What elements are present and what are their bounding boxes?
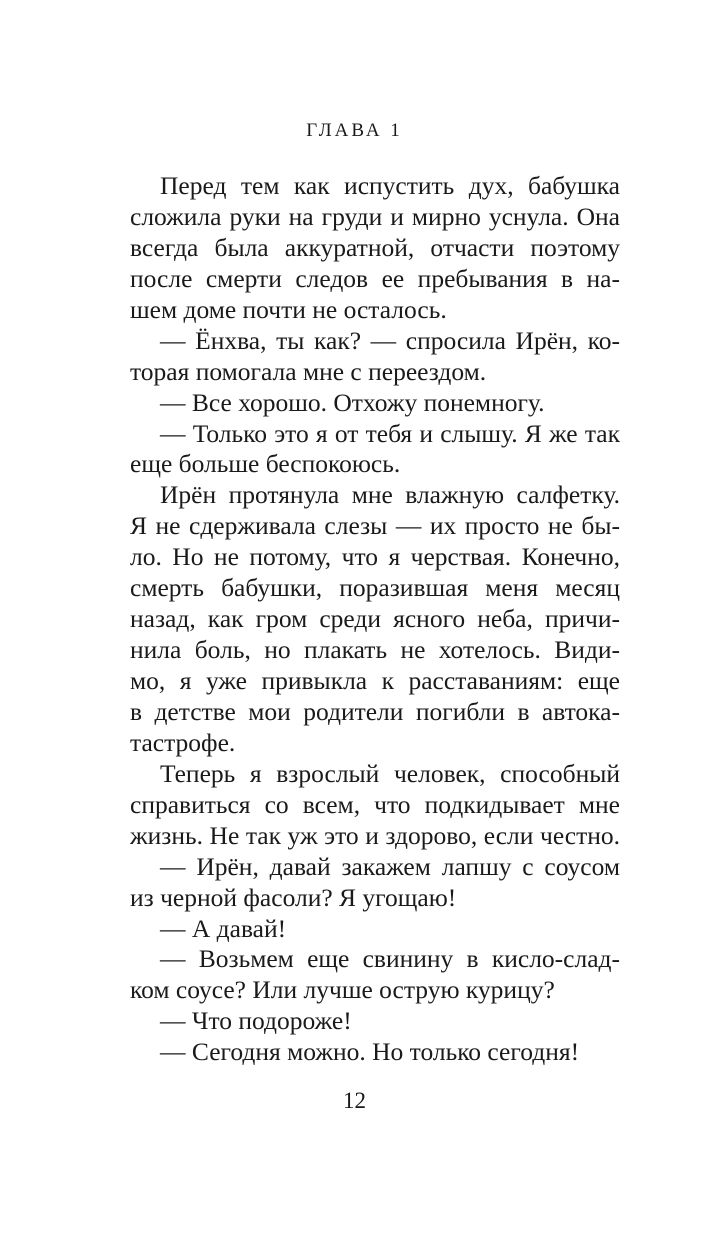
text-line: мо, я уже привыкла к расставаниям: еще bbox=[130, 666, 620, 695]
text-line: нила боль, но плакать не хотелось. Види- bbox=[130, 635, 620, 665]
dialogue-line: — Ирён, давай закажем лапшу с соусом bbox=[160, 851, 620, 881]
text-line: торая помогала мне с переездом. bbox=[130, 356, 487, 386]
text-line: Теперь я взрослый человек, способный bbox=[160, 758, 620, 788]
dialogue-line: — А давай! bbox=[160, 913, 287, 943]
text-line: после смерти следов ее пребывания в на- bbox=[130, 263, 620, 293]
text-line: ком соусе? Или лучше острую курицу? bbox=[130, 975, 555, 1005]
dialogue-line: — Возьмем еще свинину в кисло-слад- bbox=[160, 944, 620, 974]
text-line: из черной фасоли? Я угощаю! bbox=[130, 882, 457, 912]
page-number: 12 bbox=[343, 1088, 366, 1113]
text-line: ло. Но не потому, что я черствая. Конечно, bbox=[130, 542, 620, 572]
body-text bbox=[130, 171, 620, 1068]
text-line: шем доме почти не осталось. bbox=[130, 294, 447, 324]
text-line: тастрофе. bbox=[130, 727, 236, 757]
text-line: в детстве мои родители погибли в автока- bbox=[130, 696, 620, 726]
dialogue-line: — Сегодня можно. Но только сегодня! bbox=[160, 1037, 580, 1067]
text-line: назад, как гром среди ясного неба, причи- bbox=[130, 604, 620, 634]
text-line: сложила руки на груди и мирно уснула. Она bbox=[130, 201, 620, 231]
text-line: Я не сдерживала слезы — их просто не бы- bbox=[130, 511, 620, 541]
text-line: еще больше беспокоюсь. bbox=[130, 449, 401, 479]
text-line: смерть бабушки, поразившая меня месяц bbox=[130, 573, 620, 603]
text-line: жизнь. Не так уж это и здорово, если честно. bbox=[130, 820, 620, 850]
text-line: справиться со всем, что подкидывает мне bbox=[130, 789, 620, 819]
dialogue-line: — Только это я от тебя и слышу. Я же так bbox=[160, 418, 620, 448]
dialogue-line: — Ёнхва, ты как? — спросила Ирён, ко- bbox=[160, 325, 620, 355]
dialogue-line: — Что подороже! bbox=[160, 1006, 352, 1036]
dialogue-line: — Все хорошо. Отхожу понемногу. bbox=[160, 387, 545, 417]
chapter-heading: ГЛАВА 1 bbox=[306, 120, 403, 141]
text-line: Перед тем как испустить дух, бабушка bbox=[160, 171, 620, 200]
text-line: всегда была аккуратной, отчасти поэтому bbox=[130, 232, 620, 262]
text-line: Ирён протянула мне влажную салфетку. bbox=[160, 480, 620, 510]
